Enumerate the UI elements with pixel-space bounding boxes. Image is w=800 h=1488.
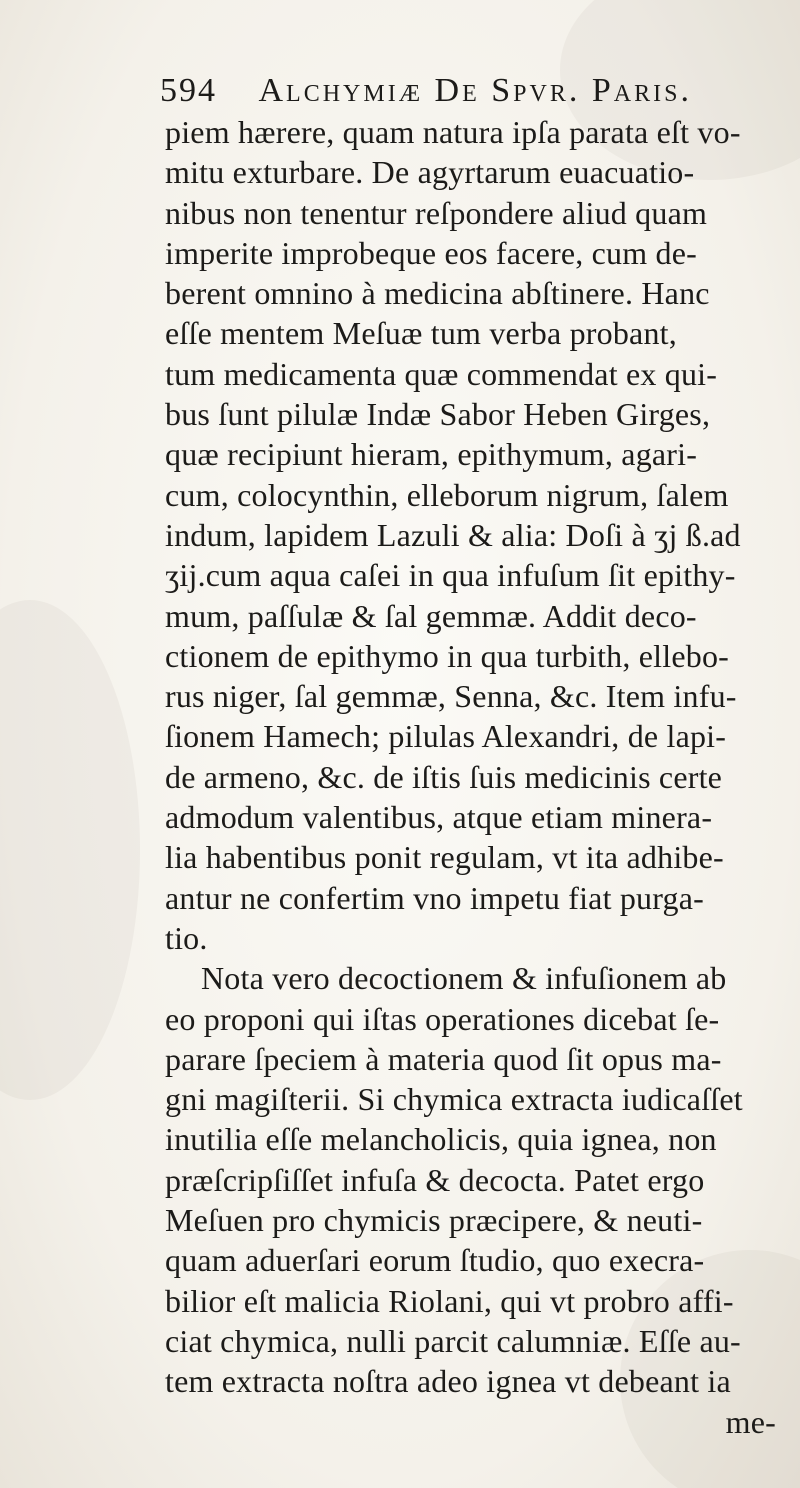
text-line: mitu exturbare. De agyrtarum euacuatio- xyxy=(165,154,695,191)
text-line: berent omnino à medicina abſtinere. Hanc xyxy=(165,275,710,312)
text-line: antur ne confertim vno impetu fiat purga- xyxy=(165,879,704,916)
text-line: imperite improbeque eos facere, cum de- xyxy=(165,234,698,271)
page-number: 594 xyxy=(160,72,217,109)
text-line: quæ recipiunt hieram, epithymum, agari- xyxy=(165,436,698,473)
text-line: præſcripſiſſet infuſa & decocta. Patet ergo xyxy=(165,1161,705,1198)
text-line: de armeno, &c. de iſtis ſuis medicinis certe xyxy=(165,758,723,795)
text-line: Meſuen pro chymicis præcipere, & neuti- xyxy=(165,1202,703,1239)
text-line: lia habentibus ponit regulam, vt ita adhibe- xyxy=(165,839,724,876)
text-line: admodum valentibus, atque etiam minera- xyxy=(165,799,713,836)
running-head xyxy=(160,72,760,116)
text-line: tum medicamenta quæ commendat ex qui- xyxy=(165,355,718,392)
catchword: me- xyxy=(725,1403,776,1440)
text-line: cum, colocynthin, elleborum nigrum, ſalem xyxy=(165,476,729,513)
text-line: bilior eſt malicia Riolani, qui vt probro affi- xyxy=(165,1282,734,1319)
text-line: inutilia eſſe melancholicis, quia ignea, non xyxy=(165,1121,717,1158)
running-title: Alchymiæ De Spvr. Paris. xyxy=(258,72,692,109)
text-line: mum, paſſulæ & ſal gemmæ. Addit deco- xyxy=(165,597,697,634)
text-line: piem hærere, quam natura ipſa parata eſt vo- xyxy=(165,114,741,150)
text-line: tem extracta noſtra adeo ignea vt debeant ia xyxy=(165,1363,731,1400)
text-line: bus ſunt pilulæ Indæ Sabor Heben Girges, xyxy=(165,396,711,433)
text-line: ſionem Hamech; pilulas Alexandri, de lapi- xyxy=(165,718,727,755)
text-line: gni magiſterii. Si chymica extracta iudicaſſet xyxy=(165,1081,743,1118)
text-line: rus niger, ſal gemmæ, Senna, &c. Item infu- xyxy=(165,678,737,715)
text-line: tio. xyxy=(165,919,208,956)
text-line: parare ſpeciem à materia quod ſit opus ma- xyxy=(165,1040,722,1077)
body-text xyxy=(165,112,790,1442)
paragraph-start-line: Nota vero decoctionem & infuſionem ab xyxy=(201,960,727,997)
text-line: indum, lapidem Lazuli & alia: Doſi à ʒj ß.ad xyxy=(165,516,741,553)
text-line: quam aduerſari eorum ſtudio, quo execra- xyxy=(165,1242,705,1279)
text-line: nibus non tenentur reſpondere aliud quam xyxy=(165,194,708,231)
text-line: ʒij.cum aqua caſei in qua infuſum ſit epithy- xyxy=(165,557,736,594)
text-line: ctionem de epithymo in qua turbith, ellebo- xyxy=(165,637,730,674)
text-line: ciat chymica, nulli parcit calumniæ. Eſſe au- xyxy=(165,1322,741,1359)
paper-stain xyxy=(0,600,140,1100)
text-line: eſſe mentem Meſuæ tum verba probant, xyxy=(165,315,677,352)
text-line: eo proponi qui iſtas operationes dicebat ſe- xyxy=(165,1000,720,1037)
